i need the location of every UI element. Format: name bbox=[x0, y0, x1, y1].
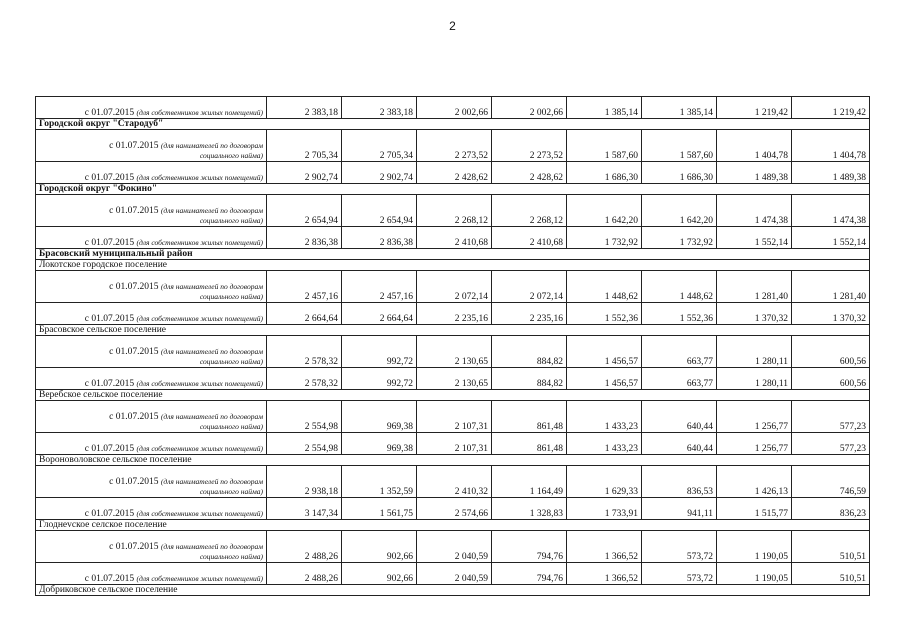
section-title: Брасовский муниципальный район bbox=[36, 249, 870, 260]
tariff-value-cell: 1 474,38 bbox=[792, 195, 870, 227]
row-label bbox=[36, 303, 267, 325]
tenants-note-line2: социального найма) bbox=[199, 292, 263, 301]
row-label bbox=[36, 97, 267, 119]
tariff-value-cell: 1 561,75 bbox=[342, 498, 417, 520]
tariff-value-cell: 1 366,52 bbox=[567, 563, 642, 585]
tariff-value-cell: 1 433,23 bbox=[567, 433, 642, 455]
tariff-table bbox=[35, 96, 870, 596]
tenants-note-line2: социального найма) bbox=[199, 216, 263, 225]
row-label bbox=[36, 563, 267, 585]
section-title: Веребское сельское поселение bbox=[36, 390, 870, 401]
tariff-value-cell: 2 040,59 bbox=[417, 531, 492, 563]
date-text: с 01.07.2015 bbox=[109, 206, 159, 216]
tariff-value-cell: 1 552,14 bbox=[717, 227, 792, 249]
tariff-value-cell: 2 130,65 bbox=[417, 336, 492, 368]
tariff-value-cell: 1 448,62 bbox=[642, 271, 717, 303]
section-header-row bbox=[36, 520, 870, 531]
tariff-value-cell: 1 280,11 bbox=[717, 368, 792, 390]
tariff-value-cell: 2 654,94 bbox=[342, 195, 417, 227]
tenants-note-line1: (для нанимателей по договорам bbox=[160, 412, 263, 421]
tariff-value-cell: 2 902,74 bbox=[342, 162, 417, 184]
tariff-row-tenants bbox=[36, 466, 870, 498]
date-text: с 01.07.2015 bbox=[84, 509, 135, 519]
tariff-value-cell: 577,23 bbox=[792, 433, 870, 455]
tariff-value-cell: 1 256,77 bbox=[717, 401, 792, 433]
tariff-value-cell: 902,66 bbox=[342, 563, 417, 585]
section-header-row bbox=[36, 260, 870, 271]
tariff-value-cell: 1 686,30 bbox=[567, 162, 642, 184]
row-label bbox=[36, 401, 267, 433]
tariff-value-cell: 1 433,23 bbox=[567, 401, 642, 433]
tariff-value-cell: 2 578,32 bbox=[267, 368, 342, 390]
tariff-value-cell: 1 489,38 bbox=[717, 162, 792, 184]
date-text: с 01.07.2015 bbox=[84, 108, 135, 118]
tariff-value-cell: 1 642,20 bbox=[567, 195, 642, 227]
tariff-row-tenants bbox=[36, 130, 870, 162]
tariff-value-cell: 600,56 bbox=[792, 336, 870, 368]
tariff-value-cell: 2 457,16 bbox=[267, 271, 342, 303]
date-text: с 01.07.2015 bbox=[84, 314, 135, 324]
owners-note: (для собственников жилых помещений) bbox=[136, 379, 263, 388]
tariff-row-owners bbox=[36, 162, 870, 184]
tariff-value-cell: 2 705,34 bbox=[267, 130, 342, 162]
tariff-value-cell: 3 147,34 bbox=[267, 498, 342, 520]
tariff-row-tenants bbox=[36, 336, 870, 368]
tariff-value-cell: 2 705,34 bbox=[342, 130, 417, 162]
tenants-note-line1: (для нанимателей по договорам bbox=[160, 477, 263, 486]
tariff-value-cell: 2 938,18 bbox=[267, 466, 342, 498]
row-label bbox=[36, 195, 267, 227]
tariff-value-cell: 1 370,32 bbox=[717, 303, 792, 325]
owners-note: (для собственников жилых помещений) bbox=[136, 173, 263, 182]
tariff-value-cell: 1 732,92 bbox=[642, 227, 717, 249]
tariff-row-owners bbox=[36, 97, 870, 119]
tariff-value-cell: 1 281,40 bbox=[792, 271, 870, 303]
tariff-value-cell: 2 664,64 bbox=[267, 303, 342, 325]
tariff-value-cell: 861,48 bbox=[492, 401, 567, 433]
tariff-value-cell: 2 554,98 bbox=[267, 401, 342, 433]
tariff-value-cell: 1 456,57 bbox=[567, 368, 642, 390]
tenants-note-line2: социального найма) bbox=[199, 422, 263, 431]
row-label bbox=[36, 531, 267, 563]
tariff-value-cell: 640,44 bbox=[642, 401, 717, 433]
tariff-row-owners bbox=[36, 498, 870, 520]
tariff-value-cell: 992,72 bbox=[342, 336, 417, 368]
tariff-value-cell: 510,51 bbox=[792, 563, 870, 585]
tariff-value-cell: 1 328,83 bbox=[492, 498, 567, 520]
tariff-value-cell: 2 654,94 bbox=[267, 195, 342, 227]
tenants-note-line2: социального найма) bbox=[199, 552, 263, 561]
tariff-row-owners bbox=[36, 433, 870, 455]
tariff-value-cell: 1 448,62 bbox=[567, 271, 642, 303]
row-label bbox=[36, 130, 267, 162]
tariff-value-cell: 1 456,57 bbox=[567, 336, 642, 368]
tariff-value-cell: 836,23 bbox=[792, 498, 870, 520]
tariff-row-tenants bbox=[36, 531, 870, 563]
tariff-value-cell: 969,38 bbox=[342, 401, 417, 433]
tariff-row-owners bbox=[36, 368, 870, 390]
tariff-row-owners bbox=[36, 227, 870, 249]
section-title: Глоднevское селское поселение bbox=[36, 520, 870, 531]
tariff-value-cell: 663,77 bbox=[642, 368, 717, 390]
tariff-value-cell: 884,82 bbox=[492, 368, 567, 390]
row-label bbox=[36, 162, 267, 184]
tariff-row-tenants bbox=[36, 271, 870, 303]
tariff-value-cell: 1 190,05 bbox=[717, 531, 792, 563]
date-text: с 01.07.2015 bbox=[109, 282, 159, 292]
tariff-value-cell: 1 385,14 bbox=[642, 97, 717, 119]
tariff-value-cell: 1 164,49 bbox=[492, 466, 567, 498]
date-text: с 01.07.2015 bbox=[84, 574, 135, 584]
tariff-value-cell: 1 552,14 bbox=[792, 227, 870, 249]
date-text: с 01.07.2015 bbox=[109, 412, 159, 422]
tariff-value-cell: 1 489,38 bbox=[792, 162, 870, 184]
section-title: Вороноволовское сельское поселение bbox=[36, 455, 870, 466]
tariff-value-cell: 2 410,68 bbox=[492, 227, 567, 249]
page-number: 2 bbox=[449, 19, 456, 33]
tariff-value-cell: 1 385,14 bbox=[567, 97, 642, 119]
tariff-value-cell: 746,59 bbox=[792, 466, 870, 498]
tariff-value-cell: 2 488,26 bbox=[267, 531, 342, 563]
tariff-row-tenants bbox=[36, 401, 870, 433]
tariff-value-cell: 2 428,62 bbox=[492, 162, 567, 184]
tariff-value-cell: 969,38 bbox=[342, 433, 417, 455]
tariff-value-cell: 1 587,60 bbox=[642, 130, 717, 162]
tariff-value-cell: 2 383,18 bbox=[342, 97, 417, 119]
owners-note: (для собственников жилых помещений) bbox=[136, 574, 263, 583]
tariff-value-cell: 902,66 bbox=[342, 531, 417, 563]
tariff-value-cell: 2 410,68 bbox=[417, 227, 492, 249]
date-text: с 01.07.2015 bbox=[84, 173, 135, 183]
tariff-value-cell: 2 383,18 bbox=[267, 97, 342, 119]
tariff-table-body bbox=[36, 97, 870, 596]
tariff-value-cell: 1 190,05 bbox=[717, 563, 792, 585]
tariff-value-cell: 1 629,33 bbox=[567, 466, 642, 498]
section-title: Добриковское сельское поселение bbox=[36, 585, 870, 596]
tenants-note-line1: (для нанимателей по договорам bbox=[160, 542, 263, 551]
tenants-note-line1: (для нанимателей по договорам bbox=[160, 282, 263, 291]
tariff-value-cell: 1 256,77 bbox=[717, 433, 792, 455]
section-header-row bbox=[36, 390, 870, 401]
tariff-value-cell: 2 072,14 bbox=[492, 271, 567, 303]
tariff-value-cell: 1 732,92 bbox=[567, 227, 642, 249]
tariff-value-cell: 1 370,32 bbox=[792, 303, 870, 325]
tariff-value-cell: 2 235,16 bbox=[417, 303, 492, 325]
section-header-row bbox=[36, 184, 870, 195]
tariff-value-cell: 2 107,31 bbox=[417, 433, 492, 455]
tenants-note-line2: социального найма) bbox=[199, 487, 263, 496]
owners-note: (для собственников жилых помещений) bbox=[136, 444, 263, 453]
tariff-value-cell: 640,44 bbox=[642, 433, 717, 455]
tariff-value-cell: 2 273,52 bbox=[417, 130, 492, 162]
tenants-note-line2: социального найма) bbox=[199, 151, 263, 160]
section-header-row bbox=[36, 249, 870, 260]
tariff-value-cell: 1 219,42 bbox=[792, 97, 870, 119]
tariff-value-cell: 2 040,59 bbox=[417, 563, 492, 585]
tariff-value-cell: 861,48 bbox=[492, 433, 567, 455]
tariff-value-cell: 600,56 bbox=[792, 368, 870, 390]
tenants-note-line2: социального найма) bbox=[199, 357, 263, 366]
tariff-value-cell: 1 352,59 bbox=[342, 466, 417, 498]
tariff-value-cell: 2 428,62 bbox=[417, 162, 492, 184]
tariff-value-cell: 2 002,66 bbox=[492, 97, 567, 119]
owners-note: (для собственников жилых помещений) bbox=[136, 108, 263, 117]
row-label bbox=[36, 498, 267, 520]
section-title: Городской округ "Стародуб" bbox=[36, 119, 870, 130]
tariff-value-cell: 1 280,11 bbox=[717, 336, 792, 368]
date-text: с 01.07.2015 bbox=[109, 542, 159, 552]
tariff-value-cell: 2 902,74 bbox=[267, 162, 342, 184]
tariff-row-owners bbox=[36, 303, 870, 325]
tariff-value-cell: 1 552,36 bbox=[642, 303, 717, 325]
section-title: Локотское городское поселение bbox=[36, 260, 870, 271]
tariff-value-cell: 2 107,31 bbox=[417, 401, 492, 433]
owners-note: (для собственников жилых помещений) bbox=[136, 238, 263, 247]
tariff-value-cell: 2 836,38 bbox=[267, 227, 342, 249]
date-text: с 01.07.2015 bbox=[84, 379, 135, 389]
tariff-value-cell: 1 474,38 bbox=[717, 195, 792, 227]
row-label bbox=[36, 336, 267, 368]
tariff-value-cell: 941,11 bbox=[642, 498, 717, 520]
date-text: с 01.07.2015 bbox=[109, 347, 159, 357]
owners-note: (для собственников жилых помещений) bbox=[136, 314, 263, 323]
tariff-value-cell: 663,77 bbox=[642, 336, 717, 368]
row-label bbox=[36, 227, 267, 249]
tariff-value-cell: 573,72 bbox=[642, 531, 717, 563]
tariff-value-cell: 1 642,20 bbox=[642, 195, 717, 227]
tariff-value-cell: 1 552,36 bbox=[567, 303, 642, 325]
row-label bbox=[36, 433, 267, 455]
date-text: с 01.07.2015 bbox=[84, 444, 135, 454]
tariff-value-cell: 2 268,12 bbox=[417, 195, 492, 227]
tariff-value-cell: 1 515,77 bbox=[717, 498, 792, 520]
tariff-value-cell: 2 578,32 bbox=[267, 336, 342, 368]
tariff-value-cell: 1 587,60 bbox=[567, 130, 642, 162]
tariff-value-cell: 2 072,14 bbox=[417, 271, 492, 303]
tariff-value-cell: 794,76 bbox=[492, 563, 567, 585]
row-label bbox=[36, 271, 267, 303]
tenants-note-line1: (для нанимателей по договорам bbox=[160, 206, 263, 215]
tariff-value-cell: 1 686,30 bbox=[642, 162, 717, 184]
tariff-value-cell: 2 836,38 bbox=[342, 227, 417, 249]
section-header-row bbox=[36, 119, 870, 130]
tariff-value-cell: 2 457,16 bbox=[342, 271, 417, 303]
tariff-value-cell: 1 219,42 bbox=[717, 97, 792, 119]
tariff-value-cell: 2 235,16 bbox=[492, 303, 567, 325]
section-title: Брасовское сельское поселение bbox=[36, 325, 870, 336]
tariff-value-cell: 510,51 bbox=[792, 531, 870, 563]
tariff-value-cell: 2 268,12 bbox=[492, 195, 567, 227]
tariff-value-cell: 1 366,52 bbox=[567, 531, 642, 563]
section-header-row bbox=[36, 455, 870, 466]
tariff-value-cell: 1 426,13 bbox=[717, 466, 792, 498]
tenants-note-line1: (для нанимателей по договорам bbox=[160, 141, 263, 150]
tariff-value-cell: 992,72 bbox=[342, 368, 417, 390]
tariff-value-cell: 2 410,32 bbox=[417, 466, 492, 498]
tariff-value-cell: 2 273,52 bbox=[492, 130, 567, 162]
tariff-value-cell: 2 664,64 bbox=[342, 303, 417, 325]
tariff-value-cell: 794,76 bbox=[492, 531, 567, 563]
section-header-row bbox=[36, 325, 870, 336]
section-title: Городской округ "Фокино" bbox=[36, 184, 870, 195]
date-text: с 01.07.2015 bbox=[109, 477, 159, 487]
tariff-value-cell: 2 574,66 bbox=[417, 498, 492, 520]
tariff-value-cell: 884,82 bbox=[492, 336, 567, 368]
tariff-row-owners bbox=[36, 563, 870, 585]
tariff-value-cell: 2 002,66 bbox=[417, 97, 492, 119]
tariff-value-cell: 577,23 bbox=[792, 401, 870, 433]
tariff-value-cell: 1 404,78 bbox=[792, 130, 870, 162]
date-text: с 01.07.2015 bbox=[109, 141, 159, 151]
row-label bbox=[36, 466, 267, 498]
tariff-value-cell: 2 130,65 bbox=[417, 368, 492, 390]
tariff-value-cell: 2 488,26 bbox=[267, 563, 342, 585]
tariff-value-cell: 573,72 bbox=[642, 563, 717, 585]
tariff-value-cell: 1 733,91 bbox=[567, 498, 642, 520]
date-text: с 01.07.2015 bbox=[84, 238, 135, 248]
tariff-value-cell: 1 404,78 bbox=[717, 130, 792, 162]
row-label bbox=[36, 368, 267, 390]
tariff-value-cell: 1 281,40 bbox=[717, 271, 792, 303]
section-header-row bbox=[36, 585, 870, 596]
tariff-row-tenants bbox=[36, 195, 870, 227]
tariff-value-cell: 2 554,98 bbox=[267, 433, 342, 455]
owners-note: (для собственников жилых помещений) bbox=[136, 509, 263, 518]
tariff-value-cell: 836,53 bbox=[642, 466, 717, 498]
tenants-note-line1: (для нанимателей по договорам bbox=[160, 347, 263, 356]
